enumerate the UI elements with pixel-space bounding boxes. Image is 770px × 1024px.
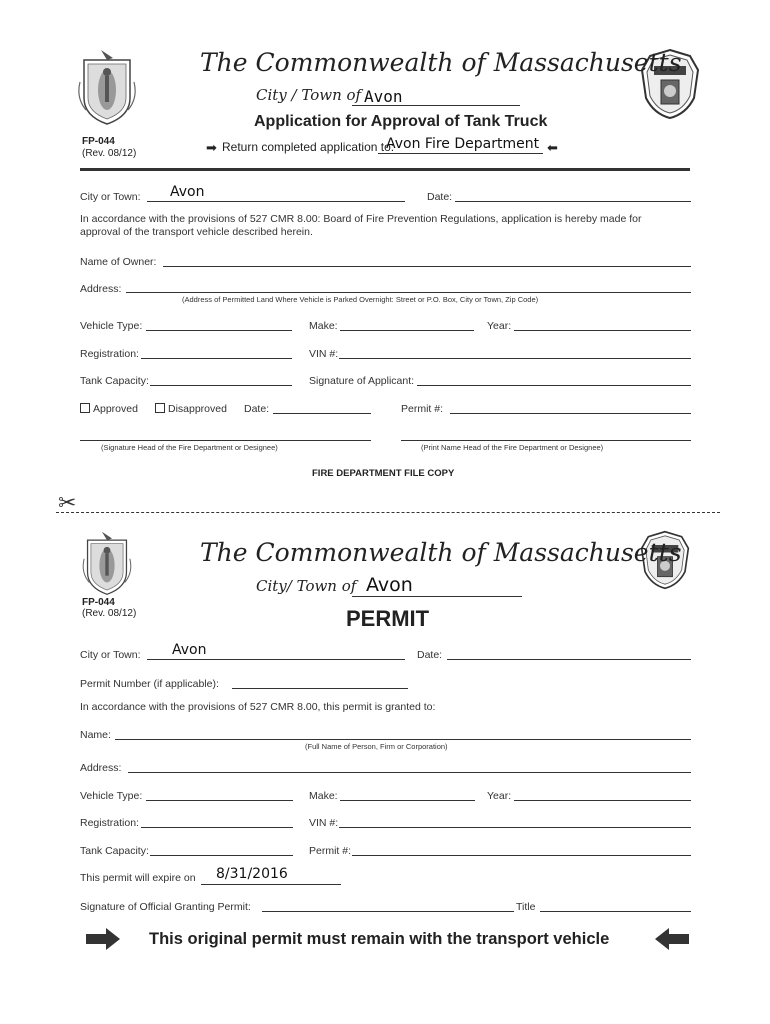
permit-name-note: (Full Name of Person, Firm or Corporation) [305,742,448,751]
arrow-right-icon-footer [86,928,120,950]
head-print-name-field[interactable] [401,440,691,441]
approval-date-field[interactable] [273,413,371,414]
permit-title: PERMIT [346,606,430,631]
app-registration-field[interactable] [141,358,292,359]
app-vin-label: VIN #: [309,348,339,360]
app-tank-capacity-field[interactable] [150,385,292,386]
permit-signature-label: Signature of Official Granting Permit: [80,901,251,913]
form-revision: (Rev. 08/12) [82,148,137,159]
app-city-label: City or Town: [80,191,141,203]
permit-expire-value[interactable]: 8/31/2016 [216,866,288,882]
permit-expire-label: This permit will expire on [80,872,196,884]
disapproved-checkbox[interactable] [155,403,227,415]
permit-address-label: Address: [80,762,122,774]
permit-form-number: FP-044 [82,597,115,608]
permit-name-field[interactable] [115,739,691,740]
commonwealth-title: The Commonwealth of Massachusetts [200,48,682,77]
disapproved-checkbox-icon[interactable] [155,403,165,413]
permit-signature-field[interactable] [262,911,514,912]
permit-date-label: Date: [417,649,443,661]
app-year-label: Year: [487,320,512,332]
permit-year-label: Year: [487,790,512,802]
owner-field[interactable] [163,266,691,267]
app-intro-text-2: approval of the transport vehicle described herein. [80,226,313,238]
permit-title-label: Title [516,901,536,913]
return-value: Avon Fire Department [386,136,540,152]
form-number: FP-044 [82,136,115,147]
permit-form-revision: (Rev. 08/12) [82,608,137,619]
arrow-left-icon: ⬅ [547,140,558,155]
app-date-field[interactable] [455,201,691,202]
permit-number-field[interactable] [232,688,408,689]
state-seal-icon-permit [80,530,134,596]
sig-head-note: (Signature Head of the Fire Department or Designee) [101,443,278,452]
app-make-label: Make: [309,320,338,332]
permit-vin-label: VIN #: [309,817,339,829]
disapproved-label: Disapproved [168,403,227,415]
permit-city-label: City or Town: [80,649,141,661]
permit-registration-field[interactable] [141,827,293,828]
app-address-label: Address: [80,283,122,295]
permit-title-field[interactable] [540,911,691,912]
address-note: (Address of Permitted Land Where Vehicle is Parked Overnight: Street or P.O. Box, City or Town, Zip Code) [182,295,539,304]
header-divider [80,168,690,171]
permit-granted-text: In accordance with the provisions of 527 CMR 8.00, this permit is granted to: [80,701,436,713]
permit-make-label: Make: [309,790,338,802]
return-label: Return completed application to: [222,140,395,154]
permit-number-label: Permit Number (if applicable): [80,678,219,690]
permit-vin-field[interactable] [339,827,691,828]
approval-date-label: Date: [244,403,270,415]
permit-city-town-value: Avon [366,574,413,596]
permit-tank-capacity-label: Tank Capacity: [80,845,149,857]
form-title: Application for Approval of Tank Truck [254,113,548,130]
file-copy-label: FIRE DEPARTMENT FILE COPY [312,468,455,479]
app-year-field[interactable] [514,330,691,331]
permit-name-label: Name: [80,729,111,741]
permit-year-field[interactable] [514,800,691,801]
signature-applicant-label: Signature of Applicant: [309,375,415,387]
app-vin-field[interactable] [339,358,691,359]
app-permit-field[interactable] [450,413,691,414]
arrow-right-icon: ➡ [206,140,217,155]
app-make-field[interactable] [340,330,474,331]
permit-footer-notice: This original permit must remain with the transport vehicle [149,930,610,948]
app-permit-label: Permit #: [401,403,444,415]
app-address-field[interactable] [126,292,691,293]
permit-tank-capacity-field[interactable] [150,855,293,856]
permit-vehicle-type-label: Vehicle Type: [80,790,143,802]
app-vehicle-type-field[interactable] [146,330,292,331]
head-signature-field[interactable] [80,440,371,441]
permit-make-field[interactable] [340,800,475,801]
city-town-value: Avon [364,87,403,106]
cut-line [56,512,720,513]
approved-checkbox[interactable] [80,403,138,415]
print-head-note: (Print Name Head of the Fire Department or Designee) [421,443,604,452]
permit-permit-field[interactable] [352,855,691,856]
signature-applicant-field[interactable] [417,385,691,386]
app-date-label: Date: [427,191,453,203]
owner-label: Name of Owner: [80,256,157,268]
approved-checkbox-icon[interactable] [80,403,90,413]
permit-permit-label: Permit #: [309,845,352,857]
permit-vehicle-type-field[interactable] [146,800,293,801]
app-intro-text: In accordance with the provisions of 527 CMR 8.00: Board of Fire Prevention Regulations, application is hereby made for [80,213,642,225]
app-registration-label: Registration: [80,348,139,360]
scissors-icon: ✂ [58,490,77,515]
app-city-value[interactable]: Avon [170,184,205,200]
city-town-label: City / Town of [256,86,362,104]
permit-commonwealth-title: The Commonwealth of Massachusetts [200,538,682,567]
permit-city-town-label: City/ Town of [256,577,357,595]
permit-registration-label: Registration: [80,817,139,829]
arrow-left-icon-footer [655,928,689,950]
app-tank-capacity-label: Tank Capacity: [80,375,149,387]
permit-city-value[interactable]: Avon [172,642,207,658]
state-seal-icon [76,48,138,126]
app-vehicle-type-label: Vehicle Type: [80,320,143,332]
permit-address-field[interactable] [128,772,691,773]
approved-label: Approved [93,403,138,415]
permit-date-field[interactable] [447,659,691,660]
